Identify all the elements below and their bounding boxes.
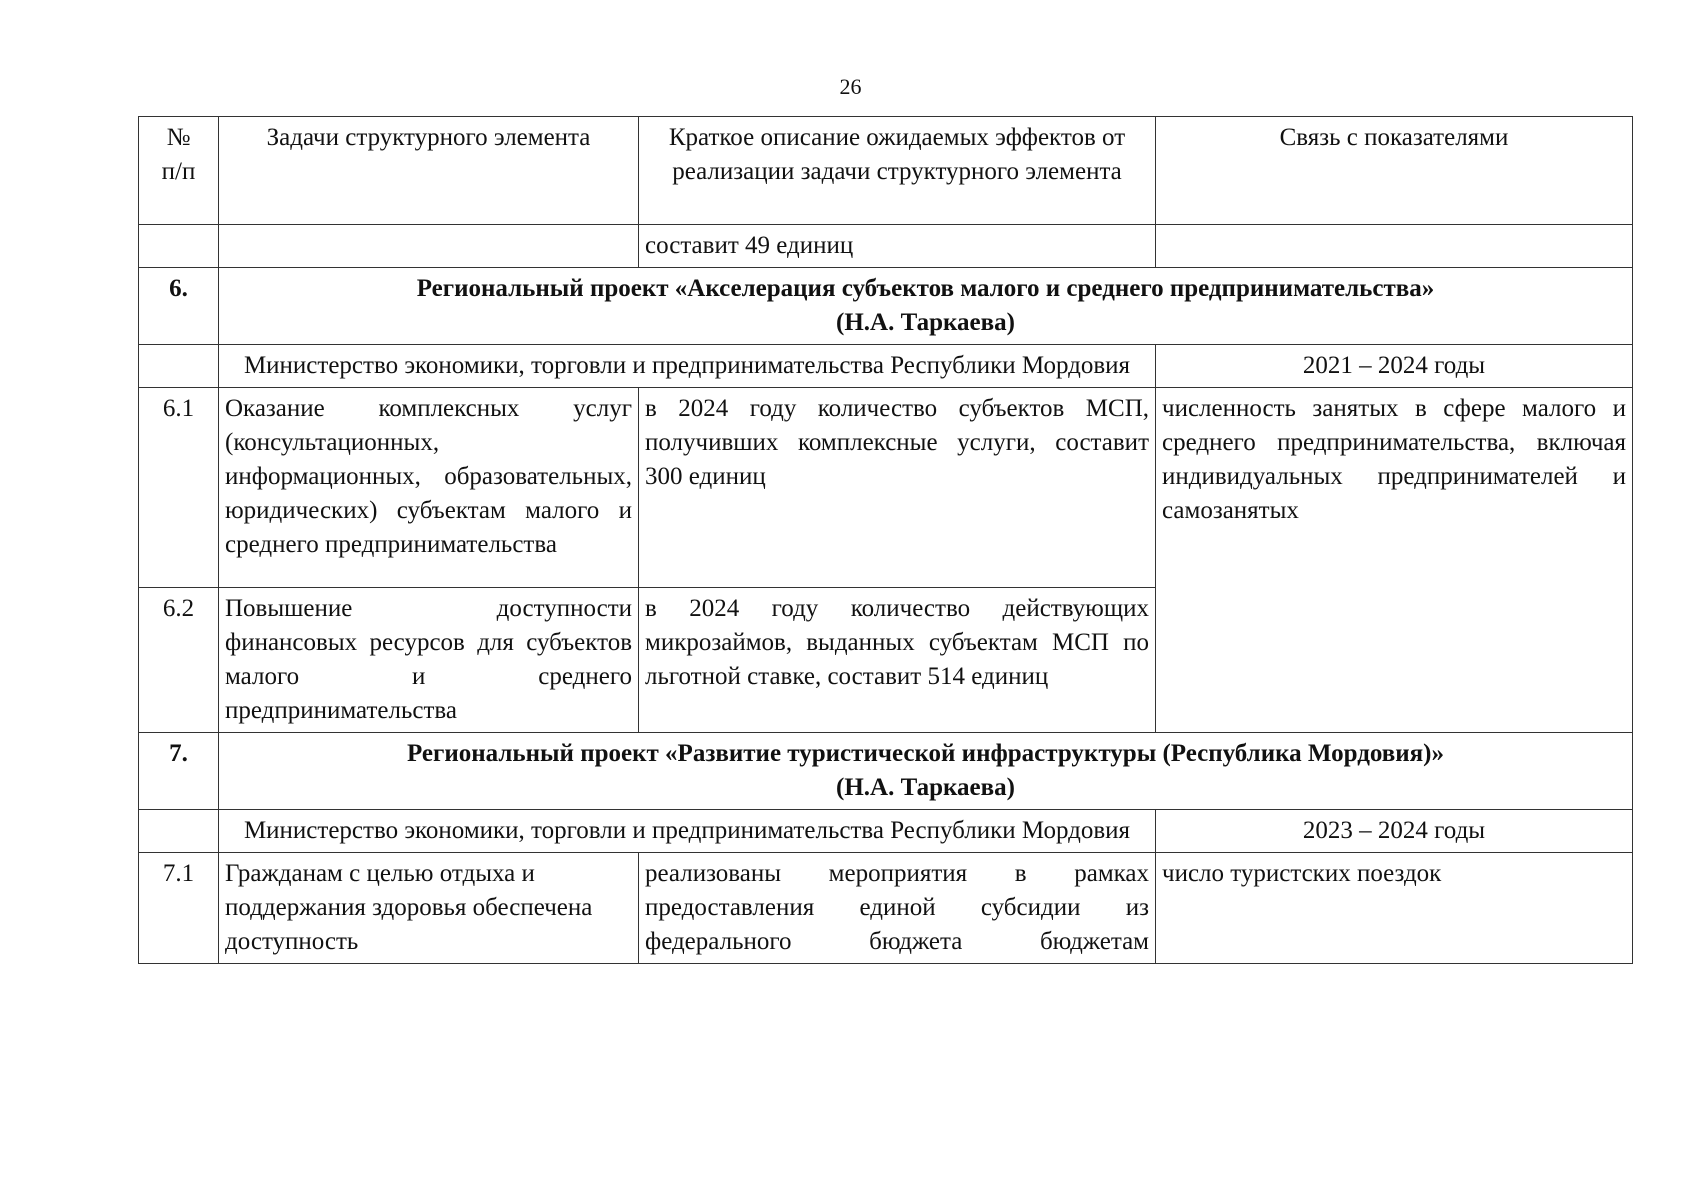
header-indicators: Связь с показателями — [1156, 117, 1633, 225]
row-6-1-num: 6.1 — [139, 388, 219, 588]
row-7-1-num: 7.1 — [139, 853, 219, 964]
row-6-2-task: Повышение доступности финансовых ресурсов для субъектов малого и среднего предпринимательства — [219, 588, 639, 733]
section-6-period: 2021 – 2024 годы — [1156, 345, 1633, 388]
section-7-ministry-row — [139, 810, 1633, 853]
section-6-responsible: (Н.А. Таркаева) — [836, 309, 1015, 336]
section-6-ministry: Министерство экономики, торговли и предпринимательства Республики Мордовия — [219, 345, 1156, 388]
row-7-1-indicator: число туристских поездок — [1156, 853, 1633, 964]
continuation-effect: составит 49 единиц — [639, 225, 1156, 268]
header-num-symbol: № — [166, 124, 191, 151]
table-row-7-1 — [139, 853, 1633, 964]
table-header-row — [139, 117, 1633, 225]
continuation-task — [219, 225, 639, 268]
row-6-1-task: Оказание комплексных услуг (консультационных, информационных, образовательных, юридических) субъектам малого и среднего предпринимательства — [219, 388, 639, 588]
continuation-num — [139, 225, 219, 268]
section-7-project-name: Региональный проект «Развитие туристической инфраструктуры (Республика Мордовия)» — [406, 740, 1445, 767]
header-effects: Краткое описание ожидаемых эффектов от реализации задачи структурного элемента — [639, 117, 1156, 225]
section-7-title — [219, 733, 1633, 810]
header-num-abbr: п/п — [161, 158, 196, 185]
section-6-ministry-num — [139, 345, 219, 388]
header-num — [139, 117, 219, 225]
section-6-title — [219, 268, 1633, 345]
row-7-1-effect: реализованы мероприятия в рамках предоставления единой субсидии из федерального бюджета бюджетам — [639, 853, 1156, 964]
section-6-title-row — [139, 268, 1633, 345]
section-6-num: 6. — [139, 268, 219, 345]
section-6-ministry-row — [139, 345, 1633, 388]
section-6-project-name: Региональный проект «Акселерация субъектов малого и среднего предпринимательства» — [416, 275, 1435, 302]
continuation-indicator — [1156, 225, 1633, 268]
section-7-ministry: Министерство экономики, торговли и предпринимательства Республики Мордовия — [219, 810, 1156, 853]
section-7-num: 7. — [139, 733, 219, 810]
row-6-1-effect: в 2024 году количество субъектов МСП, получивших комплексные услуги, составит 300 единиц — [639, 388, 1156, 588]
page-number: 26 — [839, 74, 862, 99]
rows-6-indicator: численность занятых в сфере малого и среднего предпринимательства, включая индивидуальных предпринимателей и самозанятых — [1156, 388, 1633, 733]
row-7-1-task: Гражданам с целью отдыха и поддержания здоровья обеспечена доступность — [219, 853, 639, 964]
section-7-responsible: (Н.А. Таркаева) — [836, 774, 1015, 801]
section-7-title-row — [139, 733, 1633, 810]
header-tasks: Задачи структурного элемента — [219, 117, 639, 225]
row-6-2-num: 6.2 — [139, 588, 219, 733]
row-6-2-effect: в 2024 году количество действующих микрозаймов, выданных субъектам МСП по льготной ставке, составит 514 единиц — [639, 588, 1156, 733]
table-row-6-1 — [139, 388, 1633, 588]
section-7-period: 2023 – 2024 годы — [1156, 810, 1633, 853]
continuation-row — [139, 225, 1633, 268]
structural-elements-table — [138, 116, 1633, 964]
section-7-ministry-num — [139, 810, 219, 853]
